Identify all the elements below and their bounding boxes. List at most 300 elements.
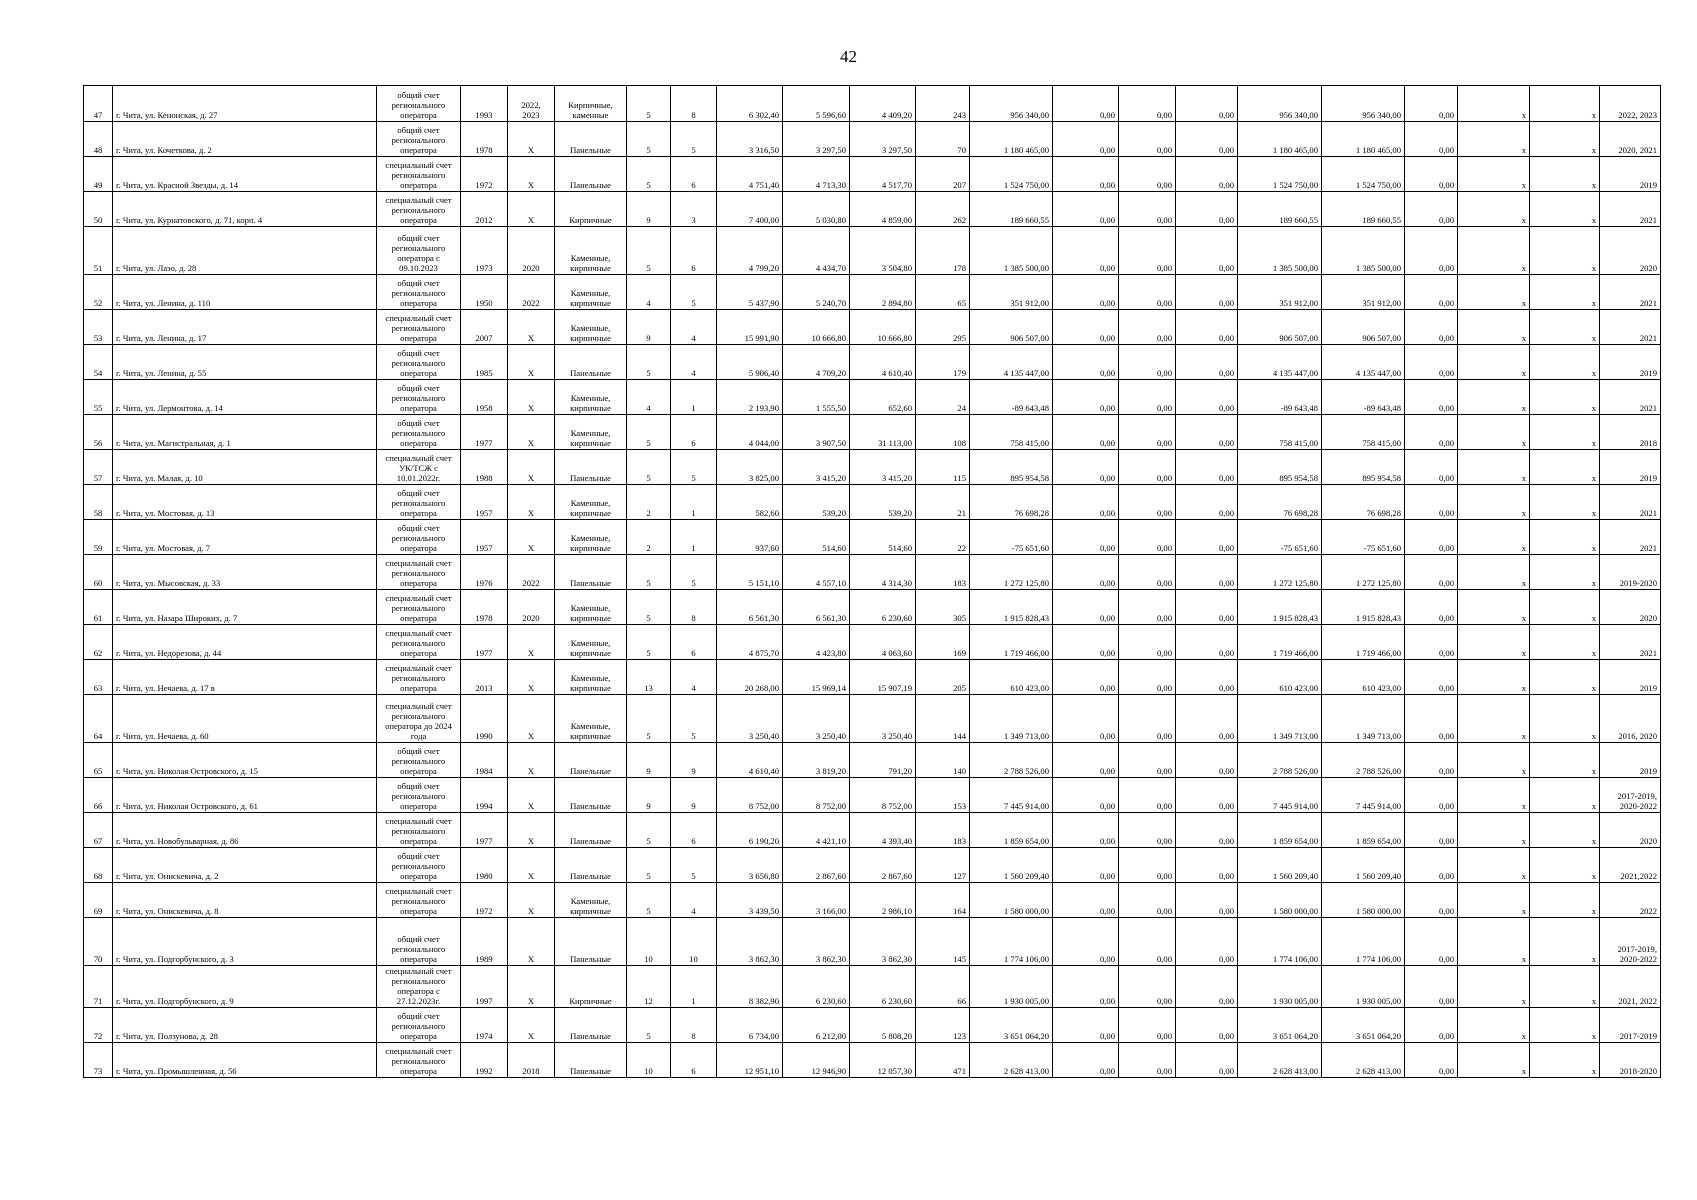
value-cell: 0,00	[1176, 555, 1238, 590]
wall-material-cell: Панельные	[555, 345, 627, 380]
address-cell: г. Чита, ул. Красной Звезды, д. 14	[113, 157, 377, 192]
table-row	[84, 485, 1661, 520]
entrances-cell: 9	[671, 743, 717, 778]
entrances-cell: 4	[671, 345, 717, 380]
living-area-cell: 4 423,80	[783, 625, 850, 660]
residents-cell: 183	[916, 555, 970, 590]
address-cell: г. Чита, ул. Кочеткова, д. 2	[113, 122, 377, 157]
account-type-cell: специальный счет УК/ТСЖ с 10.01.2022г.	[377, 450, 461, 485]
total-funds-cell: 351 912,00	[1322, 275, 1405, 310]
x-cell: x	[1458, 415, 1530, 450]
residential-area-cell: 31 113,00	[850, 415, 916, 450]
repair-years-cell: 2019	[1600, 345, 1661, 380]
account-type-cell: специальный счет регионального оператора	[377, 555, 461, 590]
value-cell: 0,00	[1119, 520, 1176, 555]
year-built-cell: 1972	[461, 157, 508, 192]
value-cell: 0,00	[1119, 1043, 1176, 1078]
table-row	[84, 380, 1661, 415]
total-area-cell: 3 825,00	[717, 450, 783, 485]
value-cell: 0,00	[1176, 625, 1238, 660]
owner-funds-cell: 1 272 125,80	[1238, 555, 1322, 590]
total-funds-cell: 906 507,00	[1322, 310, 1405, 345]
value-cell: 0,00	[1053, 86, 1119, 122]
value-cell: 0,00	[1405, 883, 1458, 918]
table-row	[84, 520, 1661, 555]
value-cell: 0,00	[1176, 310, 1238, 345]
residential-area-cell: 8 752,00	[850, 778, 916, 813]
address-cell: г. Чита, ул. Лазо, д. 28	[113, 227, 377, 275]
account-type-cell: общий счет регионального оператора	[377, 1008, 461, 1043]
value-cell: 0,00	[1053, 1043, 1119, 1078]
account-type-cell: специальный счет регионального оператора с 27.12.2023г.	[377, 966, 461, 1008]
total-area-cell: 4 875,70	[717, 625, 783, 660]
floors-cell: 5	[627, 590, 671, 625]
value-cell: 0,00	[1176, 743, 1238, 778]
cost-cell: 2 628 413,00	[970, 1043, 1053, 1078]
residents-cell: 471	[916, 1043, 970, 1078]
value-cell: 0,00	[1176, 192, 1238, 227]
residents-cell: 262	[916, 192, 970, 227]
year-repair-cell: 2020	[508, 590, 555, 625]
owner-funds-cell: 1 930 005,00	[1238, 966, 1322, 1008]
repair-years-cell: 2020	[1600, 227, 1661, 275]
year-repair-cell: X	[508, 415, 555, 450]
x-cell: x	[1530, 380, 1600, 415]
year-built-cell: 1972	[461, 883, 508, 918]
x-cell: x	[1530, 227, 1600, 275]
owner-funds-cell: 1 859 654,00	[1238, 813, 1322, 848]
year-built-cell: 1988	[461, 450, 508, 485]
value-cell: 0,00	[1119, 485, 1176, 520]
total-area-cell: 15 991,90	[717, 310, 783, 345]
wall-material-cell: Каменные, кирпичные	[555, 883, 627, 918]
account-type-cell: общий счет регионального оператора	[377, 743, 461, 778]
account-type-cell: общий счет регионального оператора	[377, 918, 461, 966]
entrances-cell: 5	[671, 695, 717, 743]
page-number: 42	[840, 47, 857, 66]
entrances-cell: 5	[671, 450, 717, 485]
year-repair-cell: X	[508, 813, 555, 848]
row-number: 50	[84, 192, 113, 227]
value-cell: 0,00	[1119, 380, 1176, 415]
row-number: 54	[84, 345, 113, 380]
residential-area-cell: 3 415,20	[850, 450, 916, 485]
cost-cell: 189 660,55	[970, 192, 1053, 227]
owner-funds-cell: 189 660,55	[1238, 192, 1322, 227]
entrances-cell: 9	[671, 778, 717, 813]
owner-funds-cell: 1 719 466,00	[1238, 625, 1322, 660]
repair-years-cell: 2019-2020	[1600, 555, 1661, 590]
living-area-cell: 3 297,50	[783, 122, 850, 157]
total-funds-cell: -75 651,60	[1322, 520, 1405, 555]
x-cell: x	[1530, 485, 1600, 520]
x-cell: x	[1458, 918, 1530, 966]
x-cell: x	[1530, 918, 1600, 966]
x-cell: x	[1458, 883, 1530, 918]
value-cell: 0,00	[1176, 380, 1238, 415]
value-cell: 0,00	[1119, 966, 1176, 1008]
residential-area-cell: 3 297,50	[850, 122, 916, 157]
x-cell: x	[1458, 345, 1530, 380]
value-cell: 0,00	[1176, 485, 1238, 520]
year-repair-cell: X	[508, 380, 555, 415]
year-repair-cell: X	[508, 310, 555, 345]
repair-years-cell: 2022	[1600, 883, 1661, 918]
row-number: 68	[84, 848, 113, 883]
value-cell: 0,00	[1053, 966, 1119, 1008]
cost-cell: 1 930 005,00	[970, 966, 1053, 1008]
x-cell: x	[1530, 450, 1600, 485]
entrances-cell: 1	[671, 380, 717, 415]
value-cell: 0,00	[1053, 660, 1119, 695]
x-cell: x	[1458, 520, 1530, 555]
value-cell: 0,00	[1119, 743, 1176, 778]
repair-years-cell: 2019	[1600, 157, 1661, 192]
owner-funds-cell: 3 651 064,20	[1238, 1008, 1322, 1043]
cost-cell: 1 524 750,00	[970, 157, 1053, 192]
floors-cell: 5	[627, 555, 671, 590]
total-area-cell: 4 799,20	[717, 227, 783, 275]
wall-material-cell: Каменные, кирпичные	[555, 695, 627, 743]
x-cell: x	[1530, 625, 1600, 660]
repair-years-cell: 2021	[1600, 485, 1661, 520]
total-area-cell: 3 656,80	[717, 848, 783, 883]
table-row	[84, 1043, 1661, 1078]
residents-cell: 153	[916, 778, 970, 813]
account-type-cell: общий счет регионального оператора	[377, 345, 461, 380]
year-repair-cell: X	[508, 1008, 555, 1043]
living-area-cell: 15 969,14	[783, 660, 850, 695]
total-area-cell: 2 193,90	[717, 380, 783, 415]
entrances-cell: 6	[671, 813, 717, 848]
value-cell: 0,00	[1053, 122, 1119, 157]
x-cell: x	[1530, 590, 1600, 625]
table-row	[84, 848, 1661, 883]
account-type-cell: общий счет регионального оператора	[377, 86, 461, 122]
repair-years-cell: 2020	[1600, 813, 1661, 848]
value-cell: 0,00	[1119, 157, 1176, 192]
year-built-cell: 1977	[461, 415, 508, 450]
address-cell: г. Чита, ул. Малая, д. 10	[113, 450, 377, 485]
value-cell: 0,00	[1176, 157, 1238, 192]
floors-cell: 5	[627, 848, 671, 883]
x-cell: x	[1458, 625, 1530, 660]
total-area-cell: 8 382,90	[717, 966, 783, 1008]
table-row	[84, 813, 1661, 848]
owner-funds-cell: 1 385 500,00	[1238, 227, 1322, 275]
total-funds-cell: 1 385 500,00	[1322, 227, 1405, 275]
living-area-cell: 3 907,50	[783, 415, 850, 450]
value-cell: 0,00	[1119, 625, 1176, 660]
total-funds-cell: 1 859 654,00	[1322, 813, 1405, 848]
floors-cell: 9	[627, 778, 671, 813]
owner-funds-cell: -89 643,48	[1238, 380, 1322, 415]
x-cell: x	[1458, 192, 1530, 227]
total-funds-cell: 1 915 828,43	[1322, 590, 1405, 625]
value-cell: 0,00	[1053, 520, 1119, 555]
value-cell: 0,00	[1119, 813, 1176, 848]
owner-funds-cell: 758 415,00	[1238, 415, 1322, 450]
year-built-cell: 1976	[461, 555, 508, 590]
residents-cell: 205	[916, 660, 970, 695]
x-cell: x	[1530, 883, 1600, 918]
address-cell: г. Чита, ул. Новобульварная, д. 86	[113, 813, 377, 848]
year-repair-cell: X	[508, 192, 555, 227]
cost-cell: 1 349 713,00	[970, 695, 1053, 743]
total-area-cell: 3 316,50	[717, 122, 783, 157]
year-repair-cell: X	[508, 157, 555, 192]
row-number: 55	[84, 380, 113, 415]
year-built-cell: 1994	[461, 778, 508, 813]
x-cell: x	[1530, 695, 1600, 743]
cost-cell: 1 915 828,43	[970, 590, 1053, 625]
x-cell: x	[1530, 743, 1600, 778]
address-cell: г. Чита, ул. Николая Островского, д. 61	[113, 778, 377, 813]
value-cell: 0,00	[1053, 275, 1119, 310]
value-cell: 0,00	[1176, 122, 1238, 157]
value-cell: 0,00	[1119, 345, 1176, 380]
x-cell: x	[1458, 660, 1530, 695]
account-type-cell: общий счет регионального оператора	[377, 380, 461, 415]
living-area-cell: 514,60	[783, 520, 850, 555]
floors-cell: 4	[627, 275, 671, 310]
repair-years-cell: 2022, 2023	[1600, 86, 1661, 122]
row-number: 53	[84, 310, 113, 345]
residents-cell: 66	[916, 966, 970, 1008]
year-repair-cell: 2020	[508, 227, 555, 275]
x-cell: x	[1530, 415, 1600, 450]
year-repair-cell: 2022	[508, 275, 555, 310]
value-cell: 0,00	[1405, 157, 1458, 192]
year-repair-cell: X	[508, 778, 555, 813]
cost-cell: 4 135 447,00	[970, 345, 1053, 380]
address-cell: г. Чита, ул. Ленина, д. 55	[113, 345, 377, 380]
value-cell: 0,00	[1176, 275, 1238, 310]
account-type-cell: общий счет регионального оператора	[377, 122, 461, 157]
wall-material-cell: Панельные	[555, 918, 627, 966]
value-cell: 0,00	[1119, 227, 1176, 275]
wall-material-cell: Панельные	[555, 743, 627, 778]
year-built-cell: 1985	[461, 345, 508, 380]
repair-years-cell: 2021,2022	[1600, 848, 1661, 883]
value-cell: 0,00	[1053, 227, 1119, 275]
repair-years-cell: 2021	[1600, 192, 1661, 227]
row-number: 70	[84, 918, 113, 966]
residential-area-cell: 4 517,70	[850, 157, 916, 192]
year-built-cell: 1978	[461, 590, 508, 625]
address-cell: г. Чита, ул. Мостовая, д. 13	[113, 485, 377, 520]
value-cell: 0,00	[1053, 415, 1119, 450]
value-cell: 0,00	[1053, 813, 1119, 848]
entrances-cell: 6	[671, 1043, 717, 1078]
account-type-cell: специальный счет регионального оператора	[377, 1043, 461, 1078]
entrances-cell: 10	[671, 918, 717, 966]
living-area-cell: 4 713,30	[783, 157, 850, 192]
address-cell: г. Чита, ул. Курнатовского, д. 71, корп. 4	[113, 192, 377, 227]
year-built-cell: 1973	[461, 227, 508, 275]
floors-cell: 10	[627, 1043, 671, 1078]
residential-area-cell: 2 986,10	[850, 883, 916, 918]
row-number: 62	[84, 625, 113, 660]
total-funds-cell: 1 580 000,00	[1322, 883, 1405, 918]
cost-cell: 906 507,00	[970, 310, 1053, 345]
year-built-cell: 1980	[461, 848, 508, 883]
value-cell: 0,00	[1119, 86, 1176, 122]
x-cell: x	[1530, 275, 1600, 310]
year-repair-cell: X	[508, 883, 555, 918]
account-type-cell: общий счет регионального оператора с 09.10.2023	[377, 227, 461, 275]
x-cell: x	[1530, 520, 1600, 555]
table-row	[84, 695, 1661, 743]
wall-material-cell: Панельные	[555, 848, 627, 883]
address-cell: г. Чита, ул. Нечаева, д. 60	[113, 695, 377, 743]
x-cell: x	[1530, 555, 1600, 590]
residential-area-cell: 3 504,80	[850, 227, 916, 275]
value-cell: 0,00	[1119, 695, 1176, 743]
value-cell: 0,00	[1176, 450, 1238, 485]
cost-cell: 1 580 000,00	[970, 883, 1053, 918]
table-row	[84, 122, 1661, 157]
x-cell: x	[1530, 157, 1600, 192]
living-area-cell: 12 946,90	[783, 1043, 850, 1078]
table-row	[84, 883, 1661, 918]
x-cell: x	[1530, 122, 1600, 157]
residents-cell: 115	[916, 450, 970, 485]
account-type-cell: специальный счет регионального оператора	[377, 192, 461, 227]
wall-material-cell: Панельные	[555, 813, 627, 848]
value-cell: 0,00	[1053, 695, 1119, 743]
value-cell: 0,00	[1176, 1043, 1238, 1078]
year-repair-cell: X	[508, 743, 555, 778]
living-area-cell: 3 819,20	[783, 743, 850, 778]
account-type-cell: общий счет регионального оператора	[377, 275, 461, 310]
wall-material-cell: Каменные, кирпичные	[555, 310, 627, 345]
floors-cell: 5	[627, 625, 671, 660]
wall-material-cell: Каменные, кирпичные	[555, 485, 627, 520]
residential-area-cell: 791,20	[850, 743, 916, 778]
total-area-cell: 937,60	[717, 520, 783, 555]
year-repair-cell: X	[508, 520, 555, 555]
value-cell: 0,00	[1119, 883, 1176, 918]
cost-cell: 76 698,28	[970, 485, 1053, 520]
repair-years-cell: 2021	[1600, 310, 1661, 345]
entrances-cell: 6	[671, 227, 717, 275]
x-cell: x	[1458, 778, 1530, 813]
row-number: 71	[84, 966, 113, 1008]
owner-funds-cell: 2 628 413,00	[1238, 1043, 1322, 1078]
total-area-cell: 12 951,10	[717, 1043, 783, 1078]
x-cell: x	[1530, 310, 1600, 345]
total-area-cell: 5 437,90	[717, 275, 783, 310]
year-built-cell: 1950	[461, 275, 508, 310]
residential-area-cell: 15 907,19	[850, 660, 916, 695]
residents-cell: 140	[916, 743, 970, 778]
value-cell: 0,00	[1053, 848, 1119, 883]
total-area-cell: 5 151,10	[717, 555, 783, 590]
floors-cell: 5	[627, 415, 671, 450]
year-repair-cell: X	[508, 695, 555, 743]
value-cell: 0,00	[1176, 415, 1238, 450]
account-type-cell: специальный счет регионального оператора	[377, 813, 461, 848]
row-number: 65	[84, 743, 113, 778]
table-row	[84, 555, 1661, 590]
entrances-cell: 8	[671, 1008, 717, 1043]
x-cell: x	[1530, 1043, 1600, 1078]
residential-area-cell: 2 867,60	[850, 848, 916, 883]
residents-cell: 183	[916, 813, 970, 848]
address-cell: г. Чита, ул. Назара Широких, д. 7	[113, 590, 377, 625]
owner-funds-cell: 956 340,00	[1238, 86, 1322, 122]
owner-funds-cell: 1 560 209,40	[1238, 848, 1322, 883]
repair-years-cell: 2021	[1600, 275, 1661, 310]
x-cell: x	[1458, 157, 1530, 192]
value-cell: 0,00	[1176, 966, 1238, 1008]
residents-cell: 295	[916, 310, 970, 345]
entrances-cell: 6	[671, 625, 717, 660]
table-row	[84, 450, 1661, 485]
entrances-cell: 8	[671, 86, 717, 122]
year-built-cell: 1997	[461, 966, 508, 1008]
total-funds-cell: 1 349 713,00	[1322, 695, 1405, 743]
total-funds-cell: 3 651 064,20	[1322, 1008, 1405, 1043]
value-cell: 0,00	[1405, 275, 1458, 310]
table-row	[84, 1008, 1661, 1043]
address-cell: г. Чита, ул. Онискевича, д. 8	[113, 883, 377, 918]
address-cell: г. Чита, ул. Недорезова, д. 44	[113, 625, 377, 660]
table-row	[84, 345, 1661, 380]
owner-funds-cell: 76 698,28	[1238, 485, 1322, 520]
total-area-cell: 8 752,00	[717, 778, 783, 813]
total-area-cell: 6 734,00	[717, 1008, 783, 1043]
table-row	[84, 86, 1661, 122]
floors-cell: 13	[627, 660, 671, 695]
total-funds-cell: 895 954,58	[1322, 450, 1405, 485]
repair-years-cell: 2021, 2022	[1600, 966, 1661, 1008]
total-funds-cell: 7 445 914,00	[1322, 778, 1405, 813]
row-number: 49	[84, 157, 113, 192]
value-cell: 0,00	[1053, 625, 1119, 660]
total-funds-cell: 1 524 750,00	[1322, 157, 1405, 192]
entrances-cell: 5	[671, 122, 717, 157]
wall-material-cell: Каменные, кирпичные	[555, 415, 627, 450]
row-number: 52	[84, 275, 113, 310]
residents-cell: 305	[916, 590, 970, 625]
total-funds-cell: 758 415,00	[1322, 415, 1405, 450]
value-cell: 0,00	[1053, 485, 1119, 520]
entrances-cell: 5	[671, 555, 717, 590]
total-area-cell: 6 561,30	[717, 590, 783, 625]
table-row	[84, 275, 1661, 310]
value-cell: 0,00	[1405, 918, 1458, 966]
year-repair-cell: 2018	[508, 1043, 555, 1078]
repair-years-cell: 2019	[1600, 660, 1661, 695]
x-cell: x	[1530, 660, 1600, 695]
total-area-cell: 582,60	[717, 485, 783, 520]
year-built-cell: 1974	[461, 1008, 508, 1043]
floors-cell: 5	[627, 450, 671, 485]
residential-area-cell: 12 057,30	[850, 1043, 916, 1078]
address-cell: г. Чита, ул. Подгорбунского, д. 3	[113, 918, 377, 966]
x-cell: x	[1458, 848, 1530, 883]
value-cell: 0,00	[1119, 192, 1176, 227]
value-cell: 0,00	[1405, 625, 1458, 660]
row-number: 72	[84, 1008, 113, 1043]
cost-cell: 351 912,00	[970, 275, 1053, 310]
row-number: 73	[84, 1043, 113, 1078]
value-cell: 0,00	[1405, 555, 1458, 590]
living-area-cell: 4 709,20	[783, 345, 850, 380]
residential-area-cell: 6 230,60	[850, 590, 916, 625]
